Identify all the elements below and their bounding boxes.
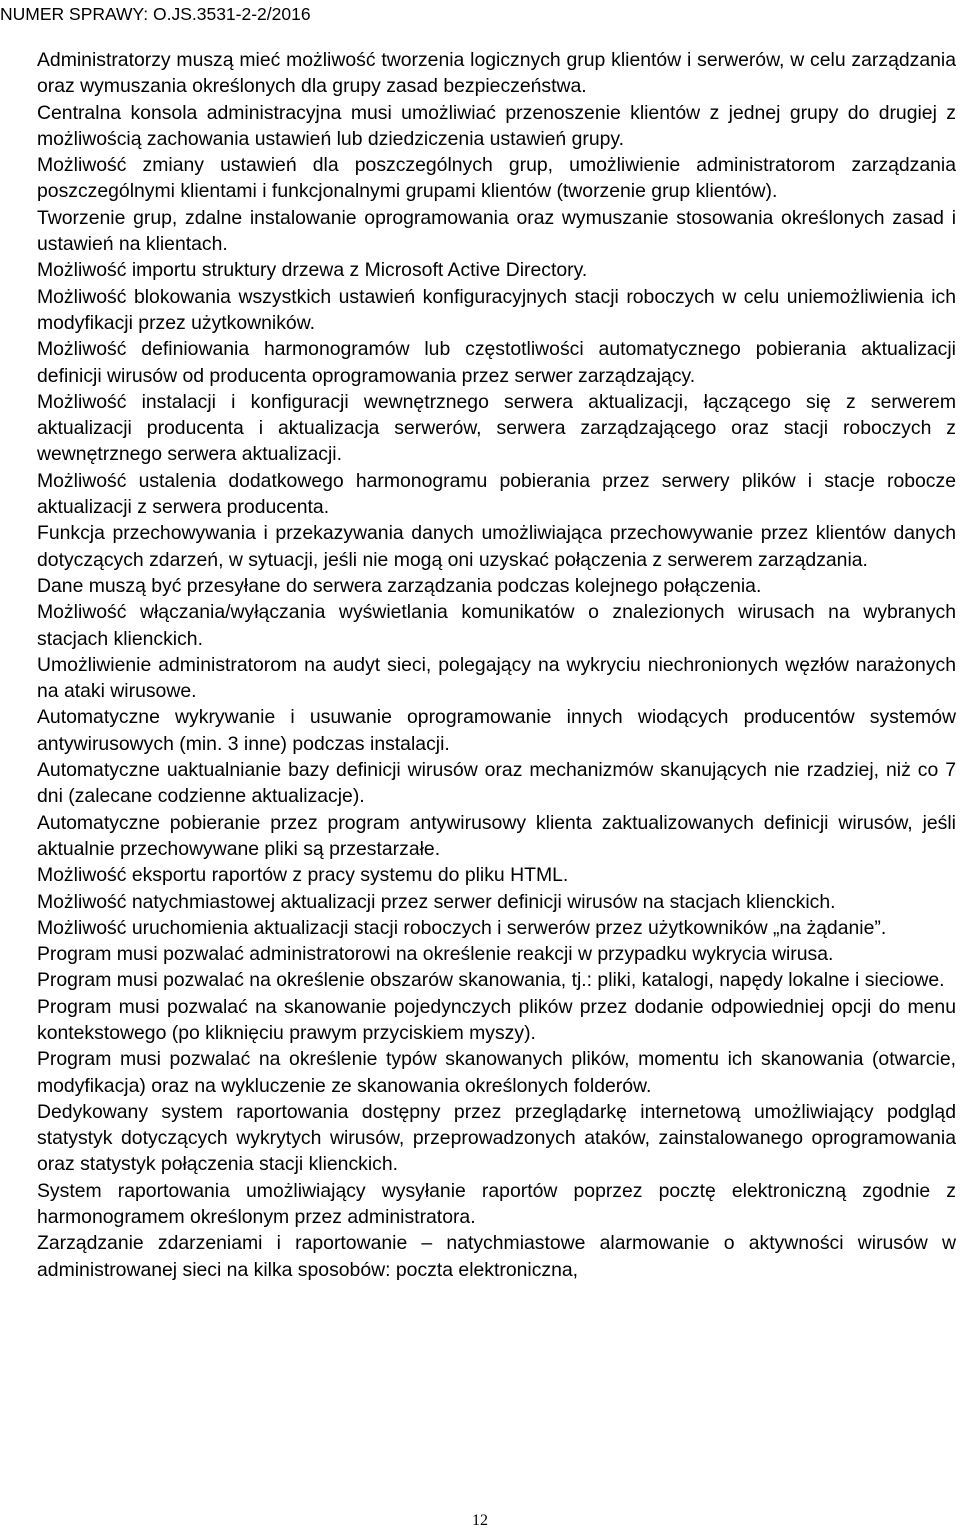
paragraph: Możliwość eksportu raportów z pracy systemu do pliku HTML. <box>37 864 569 887</box>
paragraph: Program musi pozwalać na określenie obszarów skanowania, tj.: pliki, katalogi, napędy lokalne i sieciowe. <box>37 969 945 992</box>
paragraph: Program musi pozwalać administratorowi na określenie reakcji w przypadku wykrycia wirusa. <box>37 943 834 966</box>
document-case-number-header: NUMER SPRAWY: O.JS.3531-2-2/2016 <box>0 4 311 24</box>
paragraph: Możliwość natychmiastowej aktualizacji przez serwer definicji wirusów na stacjach klienckich. <box>37 890 836 913</box>
paragraph: Możliwość włączania/wyłączania wyświetlania komunikatów o znalezionych wirusach na wybranych stacjach klienckich. <box>37 601 956 650</box>
paragraph: Centralna konsola administracyjna musi umożliwiać przenoszenie klientów z jednej grupy do drugiej z możliwością zachowania ustawień lub dziedziczenia ustawień grupy. <box>37 101 956 150</box>
document-body <box>37 47 956 1283</box>
paragraph: Możliwość definiowania harmonogramów lub częstotliwości automatycznego pobierania aktualizacji definicji wirusów od producenta oprogramowania przez serwer zarządzający. <box>37 338 956 387</box>
paragraph: Dane muszą być przesyłane do serwera zarządzania podczas kolejnego połączenia. <box>37 574 762 597</box>
paragraph: Umożliwienie administratorom na audyt sieci, polegający na wykryciu niechronionych węzłów narażonych na ataki wirusowe. <box>37 653 956 703</box>
paragraph: System raportowania umożliwiający wysyłanie raportów poprzez pocztę elektroniczną zgodnie z harmonogramem określonym przez administratora. <box>37 1179 956 1229</box>
paragraph: Automatyczne pobieranie przez program antywirusowy klienta zaktualizowanych definicji wirusów, jeśli aktualnie przechowywane pliki są przestarzałe. <box>37 811 956 860</box>
paragraph: Możliwość uruchomienia aktualizacji stacji roboczych i serwerów przez użytkowników „na żądanie”. <box>37 916 887 939</box>
paragraph: Możliwość zmiany ustawień dla poszczególnych grup, umożliwienie administratorom zarządzania poszczególnymi klientami i funkcjonalnymi grupami klientów (tworzenie grup klientów). <box>37 154 956 203</box>
paragraph: Automatyczne wykrywanie i usuwanie oprogramowanie innych wiodących producentów systemów antywirusowych (min. 3 inne) podczas instalacji. <box>37 706 956 755</box>
paragraph: Możliwość blokowania wszystkich ustawień konfiguracyjnych stacji roboczych w celu uniemożliwienia ich modyfikacji przez użytkowników. <box>37 285 956 334</box>
paragraph: Funkcja przechowywania i przekazywania danych umożliwiająca przechowywanie przez klientów danych dotyczących zdarzeń, w sytuacji, jeśli nie mogą oni uzyskać połączenia z serwerem zarządzania. <box>37 522 956 571</box>
page-number: 12 <box>472 1512 488 1529</box>
paragraph: Tworzenie grup, zdalne instalowanie oprogramowania oraz wymuszanie stosowania określonych zasad i ustawień na klientach. <box>37 206 956 256</box>
paragraph: Automatyczne uaktualnianie bazy definicji wirusów oraz mechanizmów skanujących nie rzadziej, niż co 7 dni (zalecane codzienne aktualizacje). <box>37 759 956 808</box>
paragraph: Możliwość instalacji i konfiguracji wewnętrznego serwera aktualizacji, łączącego się z serwerem aktualizacji producenta i aktualizacja serwerów, serwera zarządzającego oraz stacji roboczych z wewnętrznego serwera aktualizacji. <box>37 390 956 466</box>
paragraph-continued: Zarządzanie zdarzeniami i raportowanie – natychmiastowe alarmowanie o aktywności wirusów w administrowanej sieci na kilka sposobów: poczta elektroniczna, <box>37 1232 956 1281</box>
paragraph: Dedykowany system raportowania dostępny przez przeglądarkę internetową umożliwiający podgląd statystyk dotyczących wykrytych wirusów, przeprowadzonych ataków, zainstalowanego oprogramowania oraz statystyk połączenia stacji klienckich. <box>37 1100 956 1176</box>
paragraph: Administratorzy muszą mieć możliwość tworzenia logicznych grup klientów i serwerów, w celu zarządzania oraz wymuszania określonych dla grupy zasad bezpieczeństwa. <box>37 49 956 98</box>
paragraph: Możliwość importu struktury drzewa z Microsoft Active Directory. <box>37 259 588 282</box>
paragraph: Program musi pozwalać na skanowanie pojedynczych plików przez dodanie odpowiedniej opcji do menu kontekstowego (po kliknięciu prawym przyciskiem myszy). <box>37 995 956 1044</box>
paragraph: Program musi pozwalać na określenie typów skanowanych plików, momentu ich skanowania (otwarcie, modyfikacja) oraz na wykluczenie ze skanowania określonych folderów. <box>37 1048 956 1097</box>
paragraph: Możliwość ustalenia dodatkowego harmonogramu pobierania przez serwery plików i stacje robocze aktualizacji z serwera producenta. <box>37 469 956 519</box>
